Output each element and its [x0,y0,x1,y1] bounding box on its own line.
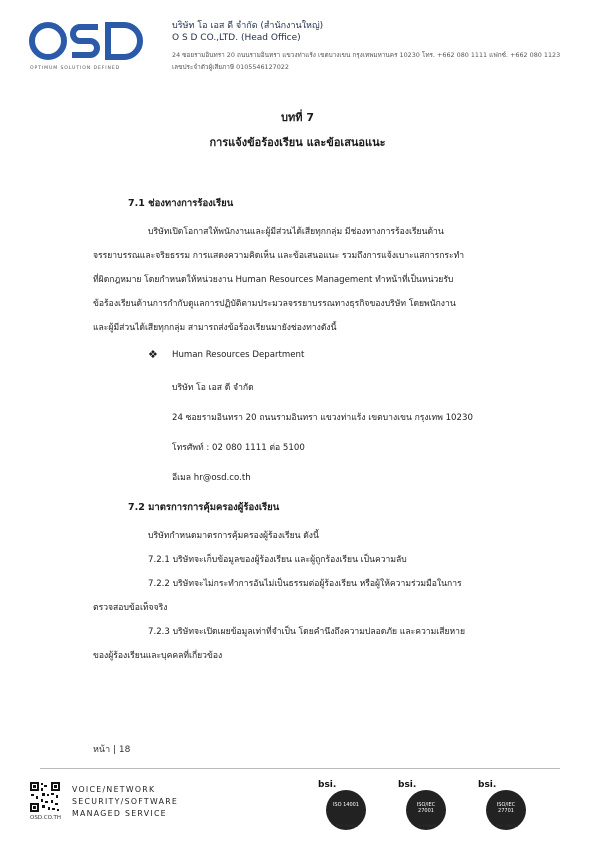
contact-email: อีเมล hr@osd.co.th [172,473,251,483]
body-line: จรรยาบรรณและจริยธรรม การแสดงความคิดเห็น และข้อเสนอแนะ รวมถึงการแจ้งเบาะแสการกระทำ [93,251,465,261]
cert-code: PMS 769950 [495,824,519,828]
cert-badge-iso14001 [318,780,376,830]
body-line: บริษัทเปิดโอกาสให้พนักงานและผู้มีส่วนได้เสียทุกกลุ่ม มีช่องทางการร้องเรียนด้าน [148,227,444,237]
section-7-2-heading: 7.2 มาตรการการคุ้มครองผู้ร้องเรียน [128,502,280,513]
service-item: SECURITY/SOFTWARE [72,797,179,806]
website-url: OSD.CO.TH [30,815,61,821]
cert-badge-iso27001 [398,780,456,830]
services-list [72,784,178,820]
contact-company: บริษัท โอ เอส ดี จำกัด [172,383,254,393]
osd-logo [28,18,148,74]
tax-id: เลขประจำตัวผู้เสียภาษี 0105546127022 [172,63,289,71]
cert-badge-iso27701 [478,780,536,830]
section-7-1-heading: 7.1 ช่องทางการร้องเรียน [128,198,234,209]
service-item: MANAGED SERVICE [72,809,167,818]
measure-item-3-cont: ของผู้ร้องเรียนและบุคคลที่เกี่ยวข้อง [93,651,223,661]
footer-divider [40,768,560,769]
body-line: ข้อร้องเรียนด้านการกำกับดูแลการปฏิบัติตามประมวลจรรยาบรรณทางธุรกิจของบริษัท โดยพนักงาน [93,299,456,309]
body-line: และผู้มีส่วนได้เสียทุกกลุ่ม สามารถส่งข้อร้องเรียนมายังช่องทางดังนี้ [93,323,337,333]
bullet-diamond-icon: ❖ [148,348,158,361]
measure-item-2-cont: ตรวจสอบข้อเท็จจริง [93,603,168,613]
section-7-2-intro: บริษัทกำหนดมาตรการคุ้มครองผู้ร้องเรียน ดังนี้ [148,531,319,541]
company-address: 24 ซอยรามอินทรา 20 ถนนรามอินทรา แขวงท่าแร้ง เขตบางเขน กรุงเทพมหานคร 10230 โทร. +662 080 1111 แฟกซ์. +662 080 1123 [172,51,561,59]
bsi-brand: bsi. [398,780,417,790]
measure-item-1: 7.2.1 บริษัทจะเก็บข้อมูลของผู้ร้องเรียน และผู้ถูกร้องเรียน เป็นความลับ [148,555,407,565]
qr-code-icon [30,782,60,812]
contact-address: 24 ซอยรามอินทรา 20 ถนนรามอินทรา แขวงท่าแร้ง เขตบางเขน กรุงเทพ 10230 [172,413,473,423]
chapter-title: การแจ้งข้อร้องเรียน และข้อเสนอแนะ [209,136,386,149]
company-name-english: O S D CO.,LTD. (Head Office) [172,33,301,43]
measure-item-3: 7.2.3 บริษัทจะเปิดเผยข้อมูลเท่าที่จำเป็น โดยคำนึงถึงความปลอดภัย และความเสียหาย [148,627,466,637]
cert-standard: ISO 14001 [332,802,360,808]
chapter-number: บทที่ 7 [281,111,314,124]
contact-phone: โทรศัพท์ : 02 080 1111 ต่อ 5100 [172,443,305,453]
page-number: หน้า | 18 [93,745,131,755]
cert-code: EMS 728412 [335,824,359,828]
bsi-brand: bsi. [478,780,497,790]
company-name-thai: บริษัท โอ เอส ดี จำกัด (สำนักงานใหญ่) [172,21,324,31]
cert-standard: ISO/IEC 27001 [416,802,436,814]
logo-tagline: OPTIMUM SOLUTION DEFINED [30,66,121,71]
body-line: ที่ผิดกฎหมาย โดยกำหนดให้หน่วยงาน Human Resources Management ทำหน้าที่เป็นหน่วยรับ [93,275,454,285]
section-7-1-body [93,220,464,340]
measure-item-2: 7.2.2 บริษัทจะไม่กระทำการอันไม่เป็นธรรมต่อผู้ร้องเรียน หรือผู้ให้ความร่วมมือในการ [148,579,462,589]
cert-standard: ISO/IEC 27701 [496,802,516,814]
contact-department: Human Resources Department [172,350,305,360]
cert-code: IS 723838 [417,824,437,828]
service-item: VOICE/NETWORK [72,785,156,794]
bsi-brand: bsi. [318,780,337,790]
